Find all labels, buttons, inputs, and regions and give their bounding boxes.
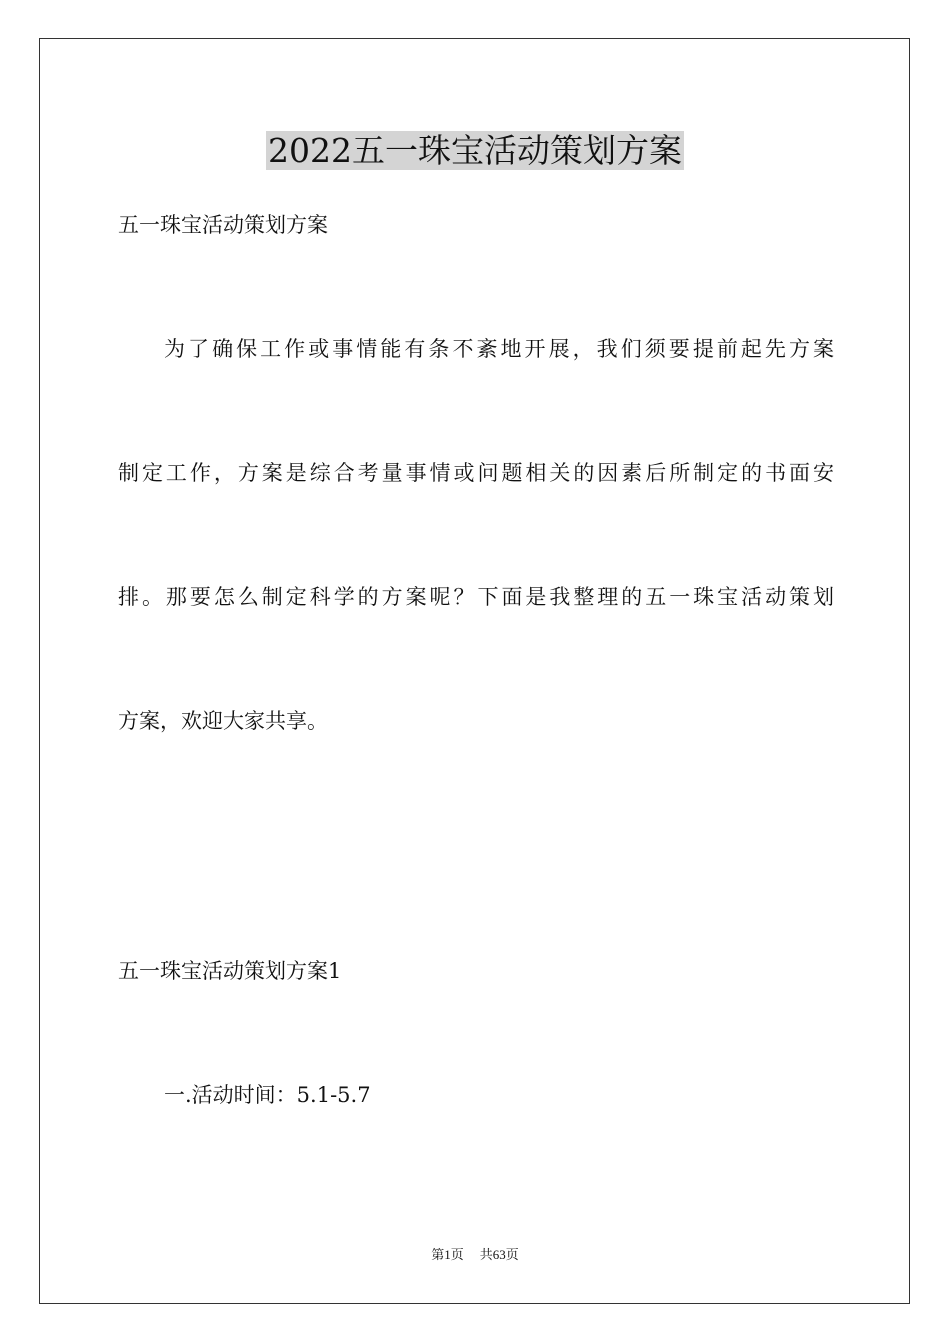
page-number-current: 第1页 [431,1247,464,1262]
section-heading: 五一珠宝活动策划方案1 [118,959,342,983]
document-title [0,126,950,176]
intro-line-3: 排。那要怎么制定科学的方案呢？下面是我整理的五一珠宝活动策划 [118,585,834,609]
page-footer [0,1245,950,1265]
intro-line-4: 方案，欢迎大家共享。 [118,709,328,733]
page-number-total: 共63页 [479,1247,519,1262]
intro-line-2: 制定工作，方案是综合考量事情或问题相关的因素后所制定的书面安 [118,461,834,485]
intro-line-1: 为了确保工作或事情能有条不紊地开展，我们须要提前起先方案 [164,337,834,361]
document-subtitle: 五一珠宝活动策划方案 [118,213,328,237]
list-item-activity-time: 一.活动时间：5.1-5.7 [164,1083,371,1107]
document-title-text: 2022五一珠宝活动策划方案 [268,131,682,170]
